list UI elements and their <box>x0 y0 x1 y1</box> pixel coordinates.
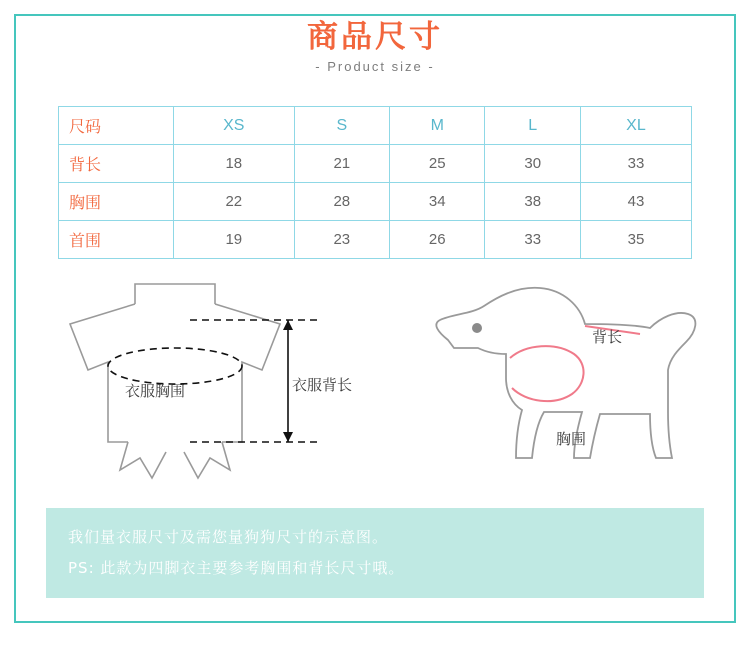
table-row <box>59 145 692 183</box>
table-header-m: M <box>390 107 485 145</box>
cell-chest-xs: 22 <box>174 183 295 221</box>
title-block <box>0 18 750 76</box>
table-row <box>59 221 692 259</box>
note-line-2: PS: 此款为四脚衣主要参考胸围和背长尺寸哦。 <box>68 559 405 577</box>
cell-back-xl: 33 <box>580 145 691 183</box>
row-label-neck: 首围 <box>59 221 174 259</box>
cell-back-m: 25 <box>390 145 485 183</box>
cell-back-s: 21 <box>294 145 389 183</box>
table-header-xl: XL <box>580 107 691 145</box>
table-header-s: S <box>294 107 389 145</box>
row-label-chest: 胸围 <box>59 183 174 221</box>
label-dog-chest: 胸围 <box>556 430 587 448</box>
note-box <box>46 508 704 598</box>
table-header-row <box>59 107 692 145</box>
cell-chest-m: 34 <box>390 183 485 221</box>
page-subtitle: - Product size - <box>315 59 435 74</box>
label-garment-back-length: 衣服背长 <box>292 376 353 394</box>
label-dog-back-length: 背长 <box>592 328 623 346</box>
page-title: 商品尺寸 <box>307 19 443 55</box>
cell-chest-xl: 43 <box>580 183 691 221</box>
cell-neck-m: 26 <box>390 221 485 259</box>
cell-chest-s: 28 <box>294 183 389 221</box>
table-row <box>59 183 692 221</box>
row-label-back-length: 背长 <box>59 145 174 183</box>
size-table <box>58 106 692 259</box>
cell-back-xs: 18 <box>174 145 295 183</box>
cell-neck-l: 33 <box>485 221 580 259</box>
cell-neck-s: 23 <box>294 221 389 259</box>
cell-back-l: 30 <box>485 145 580 183</box>
cell-neck-xl: 35 <box>580 221 691 259</box>
title-inner <box>281 18 469 75</box>
cell-neck-xs: 19 <box>174 221 295 259</box>
measurement-diagram <box>40 262 710 502</box>
note-line-1: 我们量衣服尺寸及需您量狗狗尺寸的示意图。 <box>68 528 389 546</box>
table-header-xs: XS <box>174 107 295 145</box>
table-header-size: 尺码 <box>59 107 174 145</box>
size-table-body <box>59 145 692 259</box>
table-header-l: L <box>485 107 580 145</box>
size-table-header <box>59 107 692 145</box>
cell-chest-l: 38 <box>485 183 580 221</box>
label-garment-chest: 衣服胸围 <box>125 382 186 400</box>
